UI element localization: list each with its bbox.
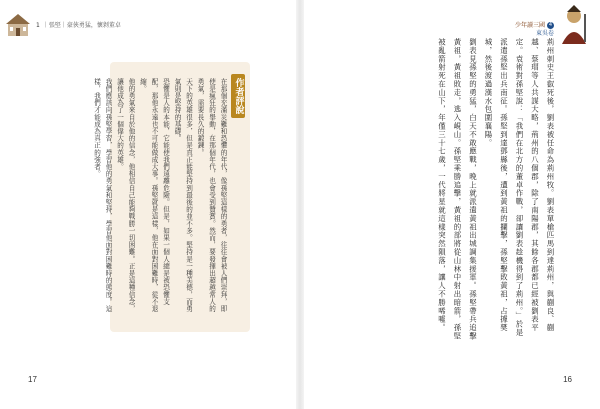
book-gutter [296, 0, 304, 409]
body-text: 荊州刺史王叡死後，劉表被任命為荊州牧。劉表單槍匹馬到達荊州，與蒯良、蒯越、蔡瑁等人共謀大略，荊州的八個郡，除了南陽郡，其餘各郡都已經被劉表平定。袁術對孫堅說：「我們在北方的董卓作戰，卻讓劉表趁機得到了荊州。」於是派遣孫堅出兵南征。孫堅到達鄧縣後，遭到黃祖的攔擊，孫堅擊敗黃祖，占據樊城，然後渡過漢水包圍襄陽。 劉表見孫堅的勇猛，白天不敢應戰，晚上就派遣黃祖出城調集援軍。孫堅帶兵追擊黃祖，黃祖敗走，逃入峴山。孫堅乘勝追擊，黃祖的部將從山林中射出暗箭，孫堅被亂箭射死在山下，年僅三十七歲，一代將星就這樣突然隕落，讓人不勝唏噓。 [437, 38, 555, 341]
commentary-tag: 作者評說 [231, 74, 245, 118]
series-badge: 4 [548, 22, 553, 28]
series-title-text: 少年讀三國 [514, 22, 545, 29]
series-title [515, 22, 554, 38]
commentary-text: 在那個充滿災難和恐懼的年代，像孫堅這樣的勇者，往往會被人們崇拜，即使是瘋狂的舉動，在那個年代，也會受到贊賞。然而，要發揮出超越常人的勇氣，需要長久的鍛鍊。 天下的英雄很多，但是真正能堅持到最後的並不多。堅持是一種美德，而勇氣則是堅持的基礎。 恐懼是人的本能，它能使我們遠離危險。但是，如果一個人總是被恐懼支配，那他永遠也不可能做成大事。孫堅就是這樣，他在面對困難時，從不退縮。 他的勇氣來自於他的信念，他相信自己能夠戰勝一切困難。正是這種信念，讓他成為了一個偉大的英雄。 我們應該向孫堅學習，學習他的勇氣和堅持，學習他面對困難時的態度。這樣，我們才能成為真正的強者。 [92, 78, 227, 313]
series-subtitle: 東吳卷 [535, 30, 554, 37]
warrior-illustration-icon [554, 4, 594, 46]
palace-illustration-icon [6, 10, 30, 38]
page-number-left: 17 [28, 375, 37, 384]
running-title [36, 20, 121, 29]
page-number-right: 16 [563, 375, 572, 384]
chapter-number: 1 [36, 22, 40, 29]
running-title-text: ｜張堅｜豪俠勇猛，懷剝董卓 [42, 22, 121, 29]
